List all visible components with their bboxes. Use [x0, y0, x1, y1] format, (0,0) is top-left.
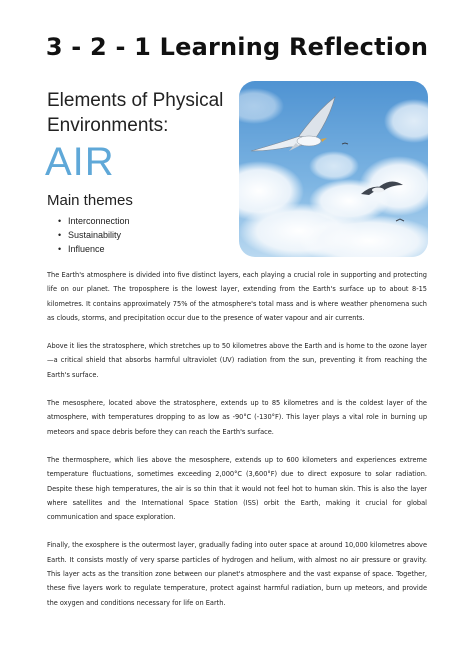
page-title: 3 - 2 - 1 Learning Reflection: [45, 33, 429, 61]
sky-photo-illustration: [239, 81, 428, 257]
section-subtitle: Elements of Physical Environments:: [47, 90, 224, 136]
themes-list: [58, 214, 130, 256]
paragraph: The thermosphere, which lies above the mesosphere, extends up to 600 kilometers and experiences extreme temperature fluctuations, sometimes exceeding 2,000°C (3,600°F) due to direct exposure to solar radiation. Despite these high temperatures, the air is so thin that it would not feel hot to human skin. This is also the layer where satellites and the International Space Station (ISS) orbit the Earth, making it crucial for global communication and space exploration.: [47, 455, 427, 522]
paragraph: The Earth's atmosphere is divided into five distinct layers, each playing a crucial role in supporting and protecting life on our planet. The troposphere is the lowest layer, extending from the Earth's surface up to about 8-15 kilometres. It contains approximately 75% of the atmosphere's total mass and is where weather phenomena such as clouds, storms, and precipitation occur due to the presence of water vapour and air currents.: [47, 271, 427, 322]
paragraph: Finally, the exosphere is the outermost layer, gradually fading into outer space at around 10,000 kilometres above Earth. It consists mostly of very sparse particles of hydrogen and helium, with almost no air pressure or gravity. This layer acts as the transition zone between our planet's atmosphere and the vast expanse of space. Together, these five layers work to regulate temperature, protect against harmful radiation, burn up meteors, and provide the oxygen and conditions necessary for life on Earth.: [47, 541, 427, 607]
seagulls-sky-photo: [239, 81, 428, 257]
theme-item: • Interconnection: [58, 214, 130, 228]
theme-item: • Influence: [58, 242, 130, 256]
topic-heading: AIR: [45, 140, 115, 184]
paragraph: Above it lies the stratosphere, which stretches up to 50 kilometres above the Earth and is home to the ozone layer—a critical shield that absorbs harmful ultraviolet (UV) radiation from the sun, preventing it from reaching the Earth's surface.: [47, 342, 427, 379]
theme-item: • Sustainability: [58, 228, 130, 242]
themes-heading: Main themes: [47, 192, 133, 209]
article-body: [47, 268, 427, 624]
paragraph: The mesosphere, located above the stratosphere, extends up to 85 kilometres and is the coldest layer of the atmosphere, with temperatures dropping to as low as -90°C (-130°F). This layer plays a vital role in burning up meteors and space debris before they can reach the Earth's surface.: [47, 399, 427, 436]
